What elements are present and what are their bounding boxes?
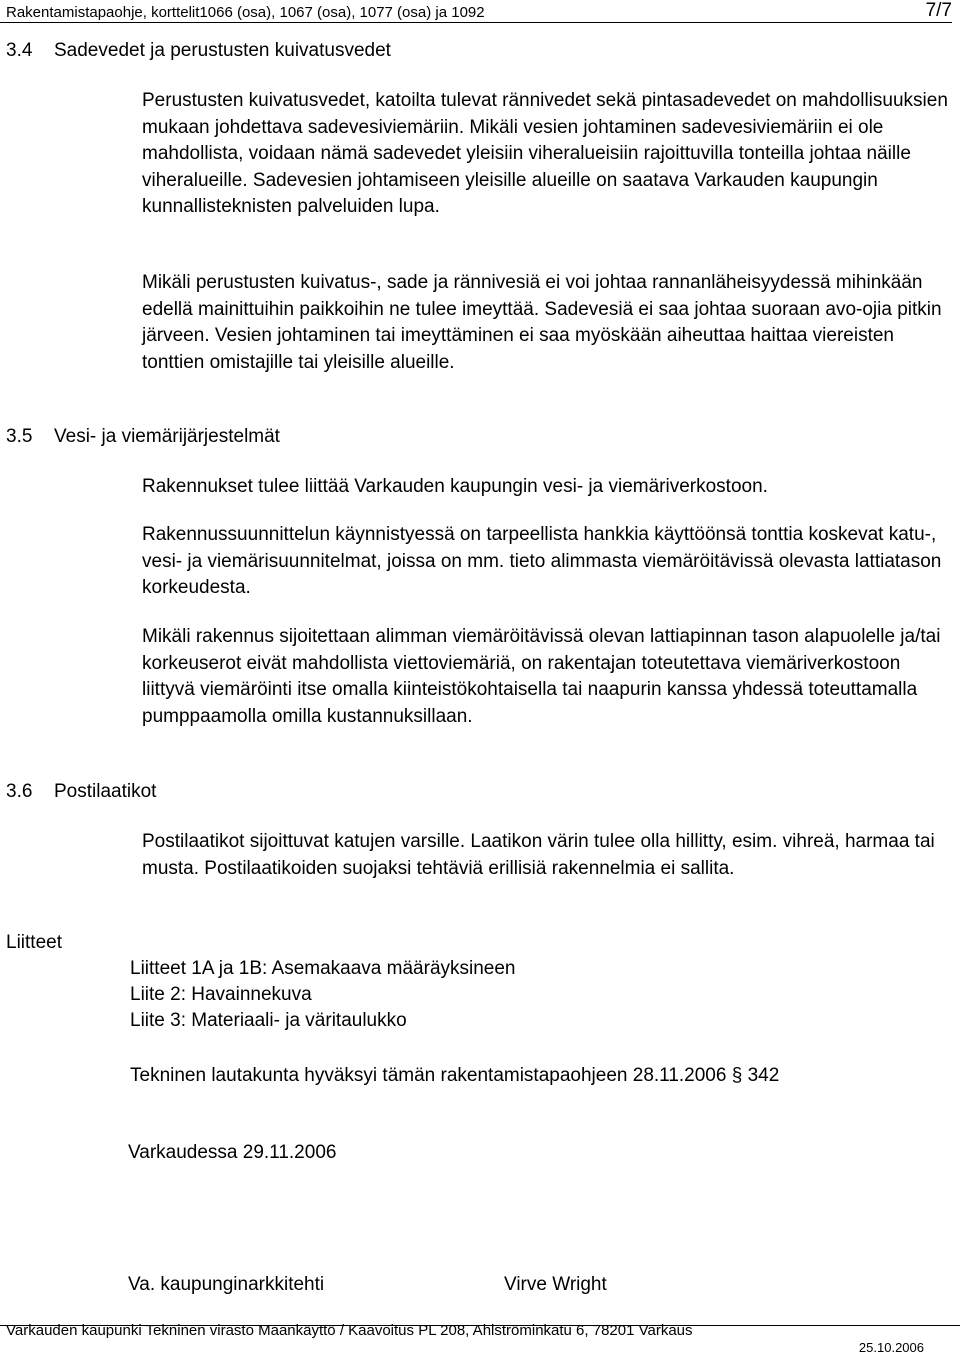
section-heading-3-4	[6, 39, 391, 63]
paragraph: Rakennussuunnittelun käynnistyessä on tarpeellista hankkia käyttöönsä tonttia koskevat katu-, vesi- ja viemärisuunnitelmat, joissa on mm. tieto alimmasta viemäröitävissä olevasta lattiatason korkeudesta.	[142, 524, 942, 598]
approval-text: Tekninen lautakunta hyväksyi tämän rakentamistapaohjeen 28.11.2006	[130, 1065, 727, 1086]
footer-date: 25.10.2006	[858, 1340, 924, 1355]
page-number: 7/7	[925, 0, 952, 21]
approval-statement	[130, 1063, 779, 1089]
section-sign: §	[731, 1065, 743, 1086]
paragraph: Mikäli perustusten kuivatus-, sade ja rännivesiä ei voi johtaa rannanläheisyydessä mihinkään edellä mainittuihin paikkoihin ne tulee imeyttää. Sadevesiä ei saa johtaa suoraan avo-ojia pitkin järveen. Vesien johtaminen tai imeyttäminen ei saa myöskään aiheuttaa haittaa viereisten tonttien omistajille tai yleisille alueille.	[142, 272, 942, 373]
section-heading-3-5	[6, 425, 280, 449]
header-divider	[0, 22, 952, 23]
signature-name: Virve Wright	[504, 1274, 607, 1295]
section-title: Sadevedet ja perustusten kuivatusvedet	[54, 40, 391, 61]
section-number: 3.4	[6, 40, 33, 61]
attachment-item: Liite 2: Havainnekuva	[130, 984, 312, 1005]
section-heading-3-6	[6, 780, 156, 804]
section-title: Postilaatikot	[54, 781, 157, 802]
paragraph: Mikäli rakennus sijoitettaan alimman viemäröitävissä olevan lattiapinnan tason alapuolelle ja/tai korkeuserot eivät mahdollista viettoviemäriä, on rakentajan toteutettava viemäriverkostoon liittyvä viemäröinti itse omalla kiinteistökohtaisella tai naapurin kanssa yhdessä toteuttamalla pumppaamolla omilla kustannuksillaan.	[142, 626, 941, 727]
footer-address: Varkauden kaupunki Tekninen virasto Maankäyttö / Kaavoitus PL 208, Ahlströminkatu 6, 78201 Varkaus	[6, 1322, 693, 1339]
approval-number: 342	[747, 1065, 780, 1086]
document-header-title: Rakentamistapaohje, korttelit1066 (osa), 1067 (osa), 1077 (osa) ja 1092	[6, 4, 485, 21]
section-number: 3.5	[6, 426, 33, 447]
attachment-item: Liitteet 1A ja 1B: Asemakaava määräyksineen	[130, 958, 516, 979]
attachments-label: Liitteet	[6, 932, 62, 953]
paragraph: Rakennukset tulee liittää Varkauden kaupungin vesi- ja viemäriverkostoon.	[142, 476, 768, 497]
place-date: Varkaudessa 29.11.2006	[128, 1142, 337, 1163]
attachment-item: Liite 3: Materiaali- ja väritaulukko	[130, 1010, 407, 1031]
section-title: Vesi- ja viemärijärjestelmät	[54, 426, 280, 447]
paragraph: Postilaatikot sijoittuvat katujen varsille. Laatikon värin tulee olla hillitty, esim. vihreä, harmaa tai musta. Postilaatikoiden suojaksi tehtäviä erillisiä rakennelmia ei sallita.	[142, 831, 935, 879]
paragraph: Perustusten kuivatusvedet, katoilta tulevat rännivedet sekä pintasadevedet on mahdollisuuksien mukaan johdettava sadevesiviemäriin. Mikäli vesien johtaminen sadevesiviemäriin ei ole mahdollista, voidaan nämä sadevedet yleisiin viheralueisiin rajoittuvilla tonteilla johtaa näille viheralueille. Sadevesien johtamiseen yleisille alueille on saatava Varkauden kaupungin kunnallisteknisten palveluiden lupa.	[142, 90, 948, 217]
section-number: 3.6	[6, 781, 33, 802]
signature-role: Va. kaupunginarkkitehti	[128, 1274, 325, 1295]
